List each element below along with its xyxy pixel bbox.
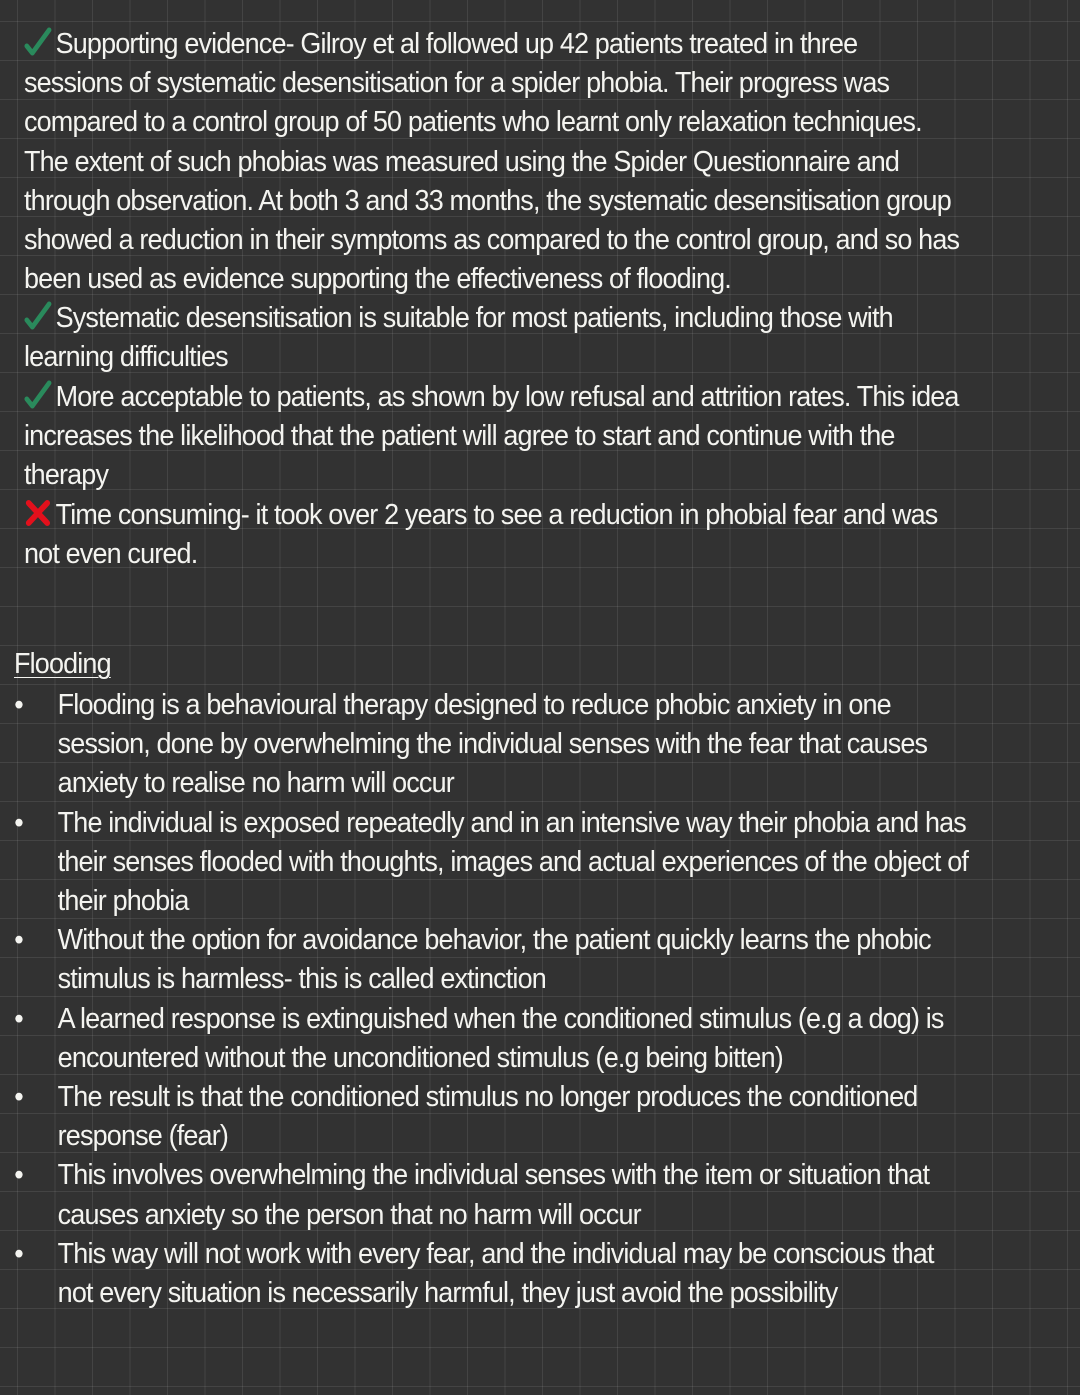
line: The result is that the conditioned stimulus no longer produces the conditioned — [57, 1081, 918, 1114]
check-icon — [24, 380, 52, 410]
line: causes anxiety so the person that no harm will occur — [57, 1198, 641, 1231]
flooding-bullet-list — [0, 686, 1080, 1313]
line-text: Systematic desensitisation is suitable for most patients, including those with — [55, 302, 893, 334]
bullet-dot-icon: • — [14, 924, 23, 957]
bullet-dot-icon: • — [14, 1081, 23, 1114]
line: not every situation is necessarily harmful, they just avoid the possibility — [57, 1277, 838, 1310]
line: stimulus is harmless- this is called extinction — [57, 963, 546, 996]
check-icon — [24, 27, 52, 57]
line: sessions of systematic desensitisation for a spider phobia. Their progress was — [24, 67, 890, 100]
bullet-item — [0, 686, 1080, 804]
line: been used as evidence supporting the effectiveness of flooding. — [24, 263, 731, 296]
evaluation-item-supporting-evidence — [24, 25, 1080, 299]
cross-icon — [24, 498, 52, 528]
line-text: Supporting evidence- Gilroy et al followed up 42 patients treated in three — [55, 28, 858, 60]
line: response (fear) — [57, 1120, 228, 1153]
line: This way will not work with every fear, and the individual may be conscious that — [57, 1237, 934, 1270]
line: A learned response is extinguished when the conditioned stimulus (e.g a dog) is — [57, 1002, 944, 1035]
line: Without the option for avoidance behavior, the patient quickly learns the phobic — [57, 924, 931, 957]
bullet-item — [0, 921, 1080, 999]
bullet-dot-icon: • — [14, 806, 23, 839]
bullet-dot-icon: • — [14, 1159, 23, 1192]
line: The extent of such phobias was measured using the Spider Questionnaire and — [24, 145, 900, 178]
line — [24, 25, 1080, 64]
bullet-dot-icon: • — [14, 1002, 23, 1035]
bullet-dot-icon: • — [14, 1237, 23, 1270]
line: encountered without the unconditioned stimulus (e.g being bitten) — [57, 1041, 783, 1074]
line: learning difficulties — [24, 341, 228, 374]
line-text: More acceptable to patients, as shown by low refusal and attrition rates. This idea — [55, 381, 959, 413]
evaluation-item-acceptability — [24, 378, 1080, 496]
line: their senses flooded with thoughts, images and actual experiences of the object of — [57, 845, 969, 878]
line-text: Time consuming- it took over 2 years to see a reduction in phobial fear and was — [55, 499, 938, 531]
line: showed a reduction in their symptoms as compared to the control group, and so has — [24, 224, 960, 257]
line: not even cured. — [24, 538, 198, 571]
line: Flooding is a behavioural therapy designed to reduce phobic anxiety in one — [57, 689, 891, 721]
line: compared to a control group of 50 patients who learnt only relaxation techniques. — [24, 106, 922, 139]
line: their phobia — [57, 885, 189, 918]
bullet-item — [0, 1235, 1080, 1313]
line — [24, 378, 1080, 417]
line: therapy — [24, 459, 109, 492]
bullet-item — [0, 1156, 1080, 1234]
line: This involves overwhelming the individual senses with the item or situation that — [57, 1159, 930, 1192]
line: The individual is exposed repeatedly and in an intensive way their phobia and has — [57, 806, 966, 839]
bullet-item — [0, 1078, 1080, 1156]
line: anxiety to realise no harm will occur — [57, 767, 454, 800]
evaluation-item-suitability — [24, 299, 1080, 377]
check-icon — [24, 301, 52, 331]
bullet-dot-icon: • — [14, 689, 23, 721]
bullet-item — [0, 804, 1080, 922]
evaluation-item-time-consuming — [24, 496, 1080, 574]
line: through observation. At both 3 and 33 months, the systematic desensitisation group — [24, 184, 951, 217]
line: increases the likelihood that the patient will agree to start and continue with the — [24, 420, 895, 453]
line: session, done by overwhelming the individual senses with the fear that causes — [57, 728, 928, 761]
section-title-flooding: Flooding — [14, 648, 111, 680]
bullet-item — [0, 1000, 1080, 1078]
line — [24, 496, 1080, 535]
line — [24, 299, 1080, 338]
